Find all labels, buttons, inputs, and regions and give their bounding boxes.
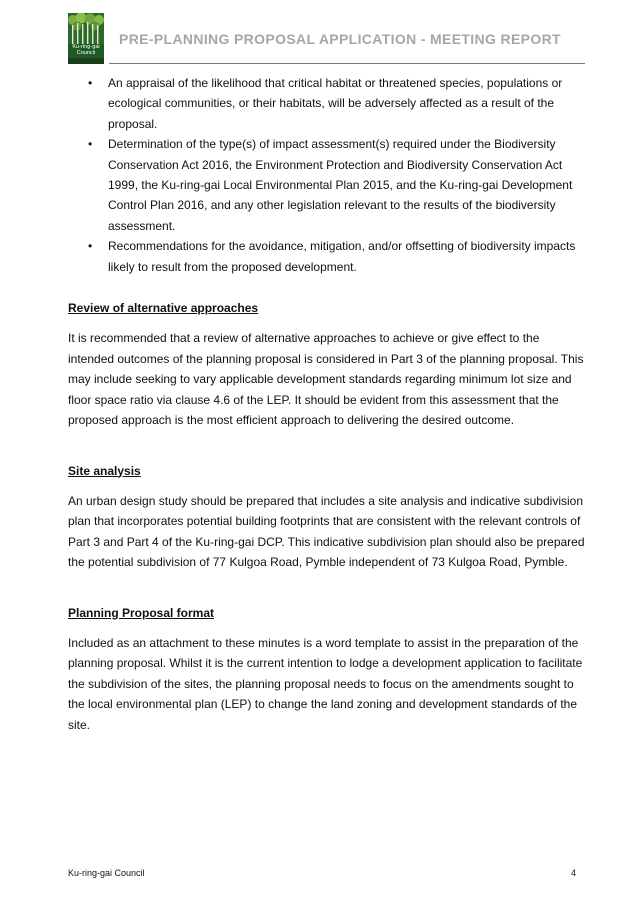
document-body xyxy=(68,73,585,735)
section-heading: Site analysis xyxy=(68,463,141,478)
bullet-text: An appraisal of the likelihood that critical habitat or threatened species, populations or ecological communities, or their habitats, will be adversely affected as a result of the proposal. xyxy=(108,76,563,131)
bullet-text: Recommendations for the avoidance, mitigation, and/or offsetting of biodiversity impacts likely to result from the proposed development. xyxy=(108,239,576,274)
section-paragraph: Included as an attachment to these minutes is a word template to assist in the preparation of the planning proposal. Whilst it is the current intention to lodge a development application to facilitate the subdivision of the sites, the planning proposal needs to focus on the amendments sought to the local environmental plan (LEP) to change the land zoning and development standards of the site. xyxy=(68,635,583,732)
bullet-icon: • xyxy=(88,239,93,254)
council-logo xyxy=(68,13,104,64)
section-heading: Planning Proposal format xyxy=(68,605,215,620)
section-paragraph: An urban design study should be prepared that includes a site analysis and indicative subdivision plan that incorporates potential building footprints that are consistent with the relevant controls of Part 3 and Part 4 of the Ku-ring-gai DCP. This indicative subdivision plan should also be prepared the potential subdivision of 77 Kulgoa Road, Pymble independent of 73 Kulgoa Road, Pymble. xyxy=(68,493,585,570)
section-paragraph: It is recommended that a review of alternative approaches to achieve or give effect to the intended outcomes of the planning proposal is considered in Part 3 of the planning proposal. This may include seeking to vary applicable development standards regarding minimum lot size and floor space ratio via clause 4.6 of the LEP. It should be evident from this assessment that the proposed approach is the most efficient approach to delivering the desired outcome. xyxy=(68,331,584,428)
section-alternative-approaches xyxy=(68,298,585,430)
page-number: 4 xyxy=(570,868,576,878)
logo-base-strip xyxy=(68,58,104,64)
logo-wordmark xyxy=(68,44,104,56)
report-title: PRE-PLANNING PROPOSAL APPLICATION - MEETING REPORT xyxy=(119,31,561,47)
logo-line-2: Council xyxy=(76,50,96,56)
footer-organisation: Ku-ring-gai Council xyxy=(68,868,145,878)
list-item xyxy=(68,134,585,236)
list-item xyxy=(68,236,585,277)
bullet-icon: • xyxy=(88,76,93,90)
logo-line-1: Ku-ring-gai xyxy=(72,44,100,50)
section-planning-proposal-format xyxy=(68,603,585,735)
section-site-analysis xyxy=(68,461,585,573)
page-header xyxy=(68,13,585,65)
bullet-text: Determination of the type(s) of impact assessment(s) required under the Biodiversity Conservation Act 2016, the Environment Protection and Biodiversity Conservation Act 1999, the Ku-ring-gai Local Environmental Plan 2015, and the Ku-ring-gai Development Control Plan 2016, and any other legislation relevant to the results of the biodiversity assessment. xyxy=(108,137,573,233)
bullet-list xyxy=(68,73,585,277)
header-divider xyxy=(109,63,585,64)
tree-canopy-icon xyxy=(68,13,104,44)
list-item xyxy=(68,73,585,134)
section-heading: Review of alternative approaches xyxy=(68,301,259,316)
bullet-icon: • xyxy=(88,137,93,152)
